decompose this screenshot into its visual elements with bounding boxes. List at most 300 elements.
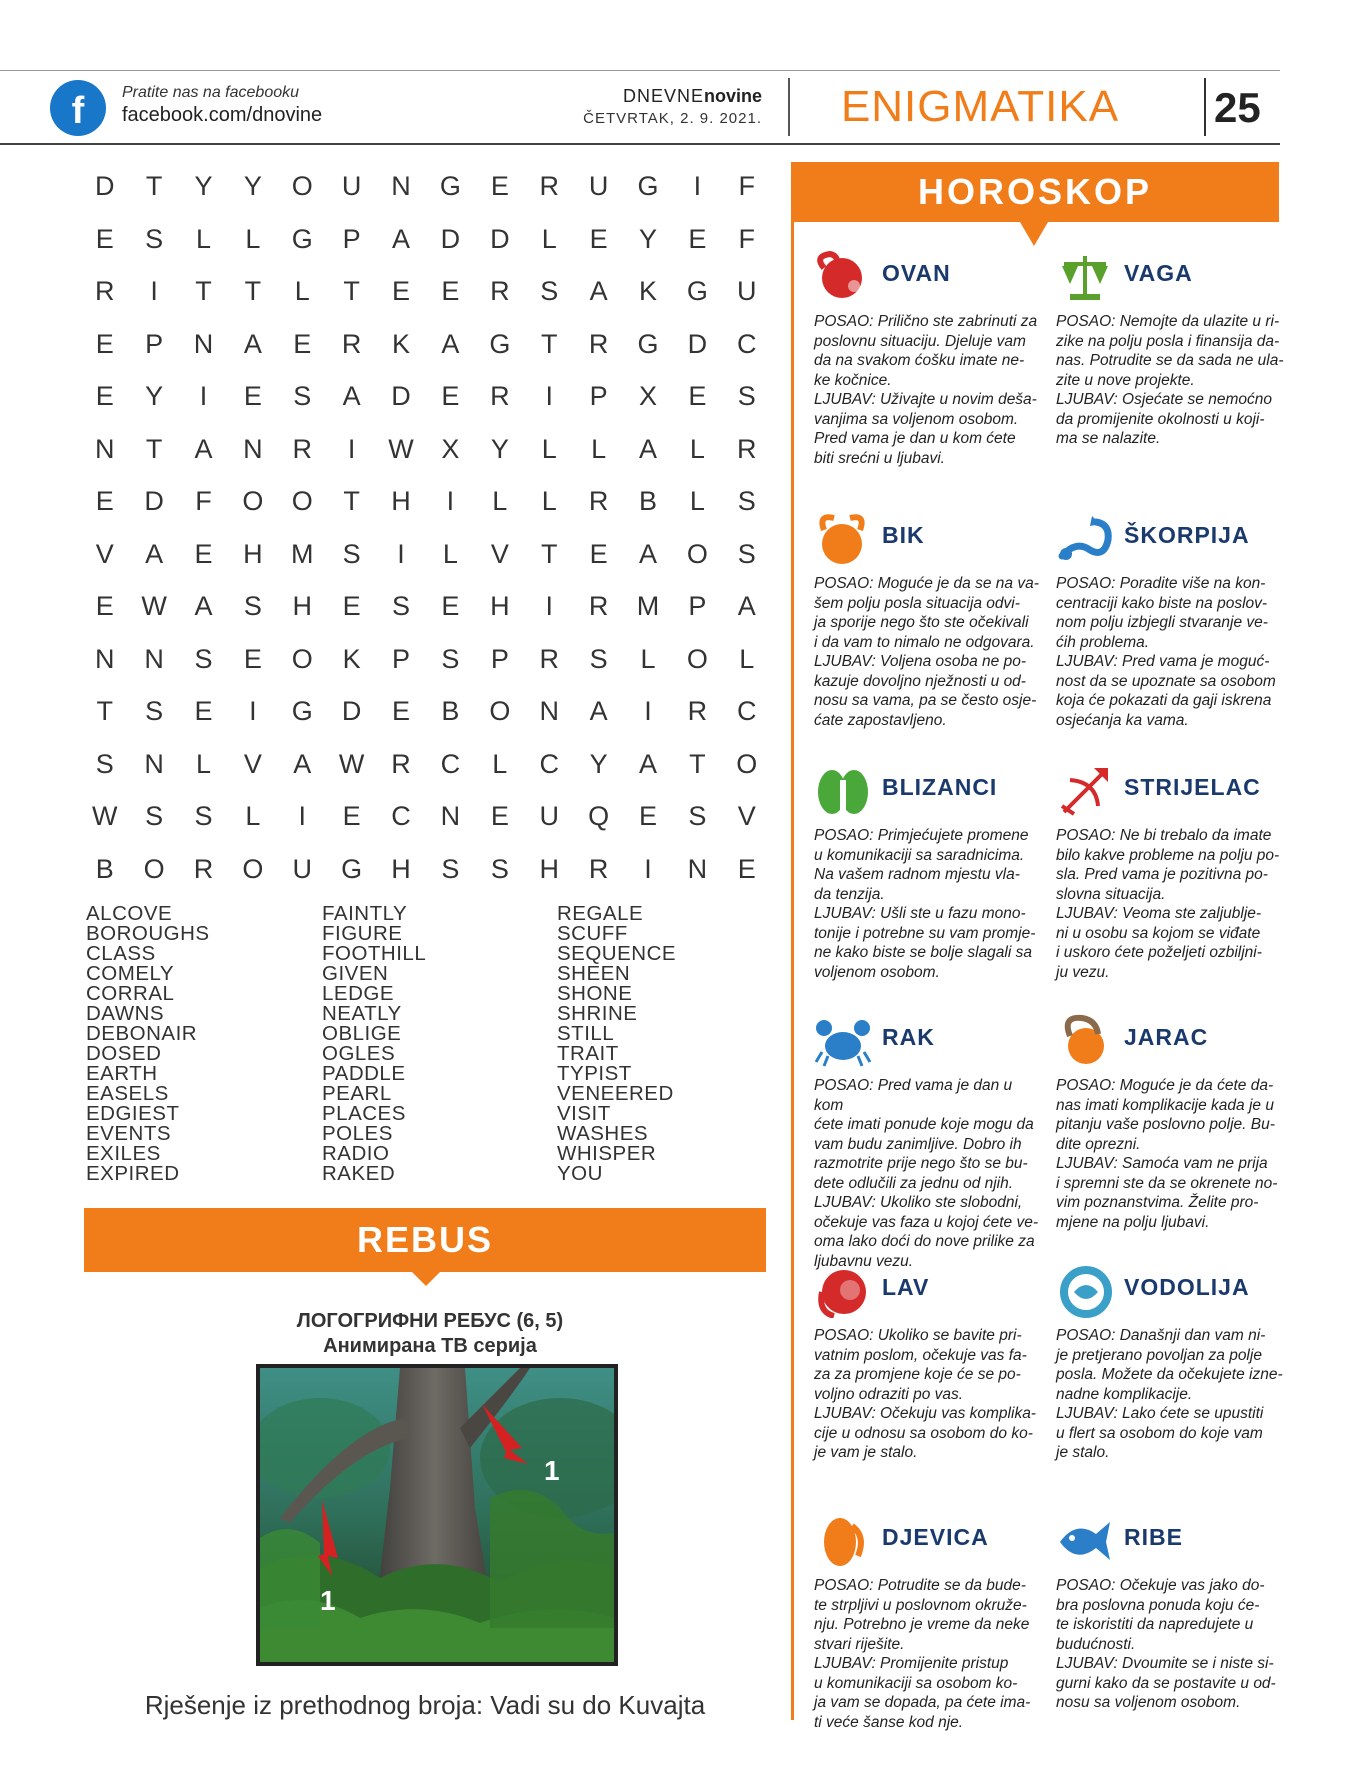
grid-letter: D	[94, 171, 115, 201]
grid-letter: G	[439, 171, 461, 201]
forecast-line: voljenom osobom.	[814, 963, 940, 981]
forecast-line: POSAO: Nemojte da ulazite u ri-	[1056, 313, 1280, 330]
grid-letter: G	[686, 276, 708, 306]
word-list-item: GIVEN	[322, 962, 389, 985]
forecast-line: nju. Potrebno je vreme da neke	[814, 1616, 1030, 1633]
grid-letter: I	[347, 433, 356, 464]
ovan-zodiac-icon	[814, 248, 872, 304]
forecast-line: pitanju vaše poslovno polje. Bu-	[1056, 1116, 1275, 1133]
sign-header	[814, 506, 1044, 570]
sign-name: LAV	[882, 1274, 930, 1300]
grid-letter: P	[589, 381, 608, 411]
grid-letter: X	[638, 381, 657, 411]
grid-letter: L	[541, 486, 557, 516]
grid-letter: S	[194, 643, 213, 674]
word-list-item: DEBONAIR	[86, 1022, 198, 1045]
grid-letter: H	[243, 538, 263, 569]
forecast-line: i da vam to nimalo ne odgovara.	[814, 633, 1035, 651]
forecast-line: ne kako biste se bolje slagali sa	[814, 944, 1032, 961]
grid-letter: R	[687, 696, 708, 726]
grid-letter: S	[243, 591, 262, 621]
sign-name: DJEVICA	[882, 1524, 989, 1550]
grid-letter: A	[392, 223, 411, 254]
grid-letter: D	[341, 696, 362, 726]
forecast-line: je pretjerano povoljan za polje	[1056, 1346, 1262, 1364]
grid-letter: P	[688, 591, 707, 621]
word-list-item: CORRAL	[86, 982, 175, 1005]
grid-letter: O	[489, 696, 511, 726]
grid-letter: T	[145, 171, 163, 201]
lav-zodiac-icon	[814, 1262, 872, 1318]
grid-letter: Y	[638, 223, 657, 254]
forecast-line: LJUBAV: Samoća vam ne prija	[1056, 1155, 1268, 1172]
horoscope-heading: HOROSKOP	[791, 162, 1279, 222]
grid-letter: V	[95, 538, 114, 569]
grid-letter: N	[144, 643, 164, 674]
forest-tree-illustration	[260, 1368, 614, 1662]
forecast-line: LJUBAV: Promijenite pristup	[814, 1655, 1009, 1672]
forecast-line: ćate zapostavljeno.	[814, 711, 947, 729]
word-list-item: LEDGE	[322, 982, 394, 1005]
word-list-item: POLES	[322, 1122, 393, 1145]
sign-forecast	[814, 312, 1044, 468]
sign-forecast	[814, 1326, 1044, 1463]
grid-letter: I	[644, 696, 652, 726]
grid-letter: S	[688, 801, 707, 831]
forecast-line: ja vam se dopada, pa ćete ima-	[814, 1694, 1031, 1711]
forecast-line: voljno odraziti po vas.	[814, 1385, 964, 1403]
grid-letter: F	[738, 171, 756, 201]
grid-letter: N	[144, 748, 164, 779]
header-divider	[1204, 78, 1206, 136]
forecast-line: sla. Pred vama je pozitivna po-	[1056, 866, 1268, 883]
grid-letter: E	[490, 801, 509, 831]
wordsearch-grid	[80, 160, 771, 895]
forecast-line: osjećanja ka vama.	[1056, 711, 1189, 729]
section-title: ENIGMATIKA	[840, 82, 1120, 131]
forecast-line: LJUBAV: Ukoliko ste slobodni,	[814, 1194, 1023, 1211]
horoscope-sign-djevica	[814, 1508, 1044, 1732]
grid-letter: O	[291, 171, 313, 201]
previous-solution: Rješenje iz prethodnog broja: Vadi su do Kuvajta	[144, 1690, 706, 1720]
word-list-item: VENEERED	[557, 1082, 674, 1105]
grid-letter: L	[640, 643, 656, 674]
sign-name: STRIJELAC	[1124, 774, 1261, 800]
forecast-line: ma se nalazite.	[1056, 430, 1161, 447]
word-list-item: DAWNS	[86, 1002, 165, 1025]
grid-letter: I	[693, 171, 702, 201]
sign-name: VODOLIJA	[1124, 1274, 1250, 1300]
grid-letter: R	[588, 591, 609, 621]
sign-forecast	[1056, 574, 1286, 730]
grid-letter: F	[195, 486, 212, 516]
sign-header	[1056, 506, 1286, 570]
grid-letter: M	[636, 591, 660, 621]
forecast-line: Na vašem radnom mjestu vla-	[814, 866, 1020, 883]
forecast-line: dete odlučili za jednu od njih.	[814, 1174, 1014, 1192]
grid-letter: B	[638, 486, 657, 516]
grid-letter: L	[245, 801, 261, 831]
word-list-item: TYPIST	[557, 1062, 632, 1085]
sign-header	[1056, 758, 1286, 822]
grid-letter: L	[689, 486, 705, 516]
forecast-line: nadne komplikacije.	[1056, 1385, 1193, 1403]
grid-letter: T	[244, 276, 262, 306]
bik-zodiac-icon	[814, 510, 872, 566]
grid-letter: C	[539, 748, 559, 779]
grid-letter: Y	[243, 171, 262, 201]
grid-letter: E	[392, 276, 411, 306]
forecast-line: zite u nove projekte.	[1056, 371, 1195, 389]
grid-letter: R	[490, 276, 510, 306]
grid-letter: L	[689, 433, 705, 464]
forecast-line: POSAO: Pred vama je dan u kom	[814, 1077, 1013, 1114]
sign-name: RAK	[882, 1024, 935, 1050]
word-list-item: EDGIEST	[86, 1102, 180, 1125]
grid-letter: D	[687, 328, 708, 359]
horoscope-sign-vodolija	[1056, 1258, 1286, 1463]
rak-zodiac-icon	[814, 1012, 872, 1068]
forecast-line: ćete imati ponude koje mogu da	[814, 1116, 1034, 1133]
grid-letter: G	[637, 328, 659, 359]
word-list-item: SHEEN	[557, 962, 631, 985]
grid-letter: L	[739, 643, 755, 674]
grid-letter: E	[95, 328, 114, 359]
grid-letter: F	[738, 223, 756, 254]
grid-letter: E	[688, 381, 707, 411]
grid-letter: E	[95, 591, 114, 621]
grid-letter: S	[293, 381, 312, 411]
sign-name: VAGA	[1124, 260, 1193, 286]
forecast-line: nas imati komplikacije kada je u	[1056, 1096, 1274, 1114]
grid-letter: K	[638, 276, 657, 306]
grid-letter: B	[441, 696, 460, 726]
header-top-rule	[0, 70, 1280, 71]
sign-header	[814, 1258, 1044, 1322]
grid-letter: E	[342, 591, 361, 621]
rebus-subtitle: Анимирана ТВ серија	[323, 1335, 537, 1357]
grid-letter: N	[193, 328, 214, 359]
forecast-line: biti srećni u ljubavi.	[814, 449, 945, 467]
grid-letter: W	[388, 433, 414, 464]
grid-letter: I	[545, 591, 553, 621]
grid-letter: L	[492, 748, 508, 779]
forecast-line: vatnim poslom, očekuje vas fa-	[814, 1346, 1027, 1364]
sign-forecast	[1056, 1576, 1286, 1713]
grid-letter: G	[341, 853, 363, 884]
grid-letter: D	[144, 486, 164, 516]
grid-letter: I	[397, 538, 405, 569]
grid-letter: O	[143, 853, 165, 884]
word-list-item: SHONE	[557, 982, 633, 1005]
sign-header	[814, 1008, 1044, 1072]
forecast-line: centraciji kako biste na poslov-	[1056, 594, 1268, 612]
grid-letter: T	[195, 276, 212, 306]
grid-letter: L	[195, 748, 211, 779]
grid-letter: A	[342, 381, 361, 411]
word-list-item: EARTH	[86, 1062, 158, 1085]
grid-letter: S	[95, 748, 114, 779]
horoscope-sign-bik	[814, 506, 1044, 730]
word-list-item: PADDLE	[322, 1062, 406, 1085]
grid-letter: R	[341, 328, 362, 359]
forecast-line: ćih problema.	[1056, 633, 1150, 651]
forecast-line: vanjima sa voljenom osobom.	[814, 410, 1019, 428]
grid-letter: S	[737, 381, 756, 411]
forecast-line: POSAO: Ukoliko se bavite pri-	[814, 1327, 1022, 1344]
facebook-icon[interactable]: f	[50, 80, 106, 136]
horoscope-side-rule	[791, 222, 794, 1720]
grid-letter: Y	[490, 433, 509, 464]
forecast-line: slovna situacija.	[1056, 885, 1166, 903]
forecast-line: je vam je stalo.	[814, 1444, 918, 1461]
forecast-line: te strpljivi u poslovnom okruže-	[814, 1596, 1027, 1614]
horoscope-sign-strijelac	[1056, 758, 1286, 982]
grid-letter: H	[490, 591, 510, 621]
facebook-follow-text: Pratite nas na facebooku	[122, 84, 300, 101]
forecast-line: LJUBAV: Osjećate se nemoćno	[1056, 391, 1272, 408]
word-list-item: FIGURE	[322, 922, 403, 945]
grid-letter: H	[292, 591, 312, 621]
forecast-line: nosu sa voljenom osobom.	[1056, 1694, 1241, 1711]
forecast-line: LJUBAV: Veoma ste zaljublje-	[1056, 905, 1262, 922]
sign-forecast	[814, 574, 1044, 730]
rebus-marker-top: 1	[544, 1455, 560, 1486]
grid-letter: N	[539, 696, 559, 726]
forecast-line: POSAO: Poradite više na kon-	[1056, 575, 1266, 592]
forecast-line: POSAO: Moguće je da se na va-	[814, 575, 1039, 592]
grid-letter: A	[441, 328, 460, 359]
word-list-item: PLACES	[322, 1102, 406, 1125]
grid-letter: U	[737, 276, 757, 306]
forecast-line: POSAO: Današnji dan vam ni-	[1056, 1327, 1266, 1344]
grid-letter: H	[391, 486, 411, 516]
horoscope-sign-lav	[814, 1258, 1044, 1463]
sign-header	[1056, 1508, 1286, 1572]
forecast-line: LJUBAV: Voljena osoba ne po-	[814, 653, 1026, 670]
word-list-item: COMELY	[86, 962, 175, 985]
grid-letter: L	[442, 538, 458, 569]
word-list-item: EVENTS	[86, 1122, 172, 1145]
grid-letter: D	[440, 223, 461, 254]
word-list-item: OBLIGE	[322, 1022, 402, 1045]
forecast-line: ljubavnu vezu.	[814, 1252, 914, 1270]
horoscope-sign-rak	[814, 1008, 1044, 1271]
forecast-line: mjene na polju ljubavi.	[1056, 1213, 1210, 1231]
forecast-line: u komunikaciji sa osobom ko-	[814, 1674, 1018, 1692]
word-list-item: VISIT	[557, 1102, 611, 1125]
horoscope-sign-jarac	[1056, 1008, 1286, 1232]
grid-letter: V	[490, 538, 509, 569]
grid-letter: E	[95, 223, 114, 254]
grid-letter: S	[342, 538, 361, 569]
word-list-item: FAINTLY	[322, 902, 408, 925]
forecast-line: LJUBAV: Lako ćete se upustiti	[1056, 1405, 1264, 1422]
forecast-line: koja će pokazati da gaji iskrena	[1056, 692, 1272, 709]
forecast-line: gurni kako da se postavite u od-	[1056, 1674, 1276, 1692]
grid-letter: S	[145, 696, 164, 726]
facebook-url[interactable]: facebook.com/dnovine	[122, 104, 323, 126]
grid-letter: T	[689, 748, 706, 779]
word-list-item: SHRINE	[557, 1002, 638, 1025]
forecast-line: POSAO: Prilično ste zabrinuti za	[814, 313, 1038, 330]
word-list-item: YOU	[557, 1162, 603, 1185]
grid-letter: I	[249, 696, 257, 726]
forecast-line: bilo kakve probleme na polju po-	[1056, 846, 1280, 864]
forecast-line: da tenzija.	[814, 885, 885, 903]
grid-letter: R	[588, 853, 609, 884]
forecast-line: bra poslovna ponuda koju će-	[1056, 1596, 1260, 1614]
forecast-line: dite oprezni.	[1056, 1135, 1141, 1153]
sign-name: ŠKORPIJA	[1124, 522, 1250, 548]
grid-letter: R	[588, 486, 609, 516]
forecast-line: kazuje dovoljno nježnosti u od-	[814, 672, 1026, 690]
horoscope-sign-vaga	[1056, 244, 1286, 449]
grid-letter: P	[342, 223, 361, 254]
sign-name: BIK	[882, 522, 925, 548]
grid-letter: A	[194, 433, 213, 464]
grid-letter: N	[391, 171, 411, 201]
grid-letter: P	[392, 643, 411, 674]
grid-letter: E	[441, 591, 460, 621]
grid-letter: W	[141, 591, 167, 621]
forecast-line: ti veće šanse kod nje.	[814, 1713, 964, 1731]
grid-letter: W	[91, 801, 118, 831]
forecast-line: nost da se upoznate sa osobom	[1056, 672, 1276, 690]
grid-letter: C	[737, 328, 757, 359]
word-list-item: REGALE	[557, 902, 644, 925]
word-list-column-1	[86, 904, 210, 1184]
grid-letter: S	[540, 276, 559, 306]
forecast-line: za za promjene koje će se po-	[814, 1366, 1021, 1383]
header-divider	[788, 78, 790, 136]
forecast-line: LJUBAV: Uživajte u novim deša-	[814, 391, 1037, 408]
sign-forecast	[1056, 1076, 1286, 1232]
sign-name: JARAC	[1124, 1024, 1209, 1050]
forecast-line: nom polju izbjegli stvaranje ve-	[1056, 614, 1268, 631]
grid-letter: L	[294, 276, 310, 306]
word-list-item: EASELS	[86, 1082, 169, 1105]
sign-name: RIBE	[1124, 1524, 1183, 1550]
grid-letter: A	[243, 328, 262, 359]
grid-letter: U	[341, 171, 362, 201]
grid-letter: S	[490, 853, 509, 884]
grid-letter: W	[338, 748, 365, 779]
forecast-line: oma lako doći do nove prilike za	[814, 1233, 1035, 1250]
grid-letter: T	[343, 486, 360, 516]
grid-letter: O	[242, 486, 264, 516]
forecast-line: vim poznanstvima. Želite pro-	[1056, 1194, 1259, 1211]
skorpija-zodiac-icon	[1056, 510, 1114, 566]
grid-letter: K	[342, 643, 361, 674]
horoscope-sign-skorpija	[1056, 506, 1286, 730]
grid-letter: S	[441, 643, 460, 674]
grid-letter: G	[291, 696, 313, 726]
forecast-line: POSAO: Moguće je da ćete da-	[1056, 1077, 1274, 1094]
forecast-line: zike na polju posla i finansija da-	[1056, 332, 1280, 350]
horoscope-heading-notch	[1020, 222, 1048, 246]
grid-letter: X	[441, 433, 460, 464]
grid-letter: E	[194, 538, 213, 569]
grid-letter: C	[440, 748, 461, 779]
grid-letter: E	[490, 171, 509, 201]
grid-letter: B	[95, 853, 114, 884]
grid-letter: A	[638, 433, 657, 464]
forecast-line: budućnosti.	[1056, 1635, 1136, 1653]
grid-letter: H	[391, 853, 411, 884]
word-list-item: STILL	[557, 1022, 615, 1045]
grid-letter: I	[199, 381, 208, 411]
grid-letter: I	[298, 801, 307, 831]
rebus-marker-bottom: 1	[320, 1585, 336, 1616]
forecast-line: te iskoristiti da napredujete u	[1056, 1616, 1254, 1633]
grid-letter: T	[540, 538, 558, 569]
grid-letter: N	[243, 433, 263, 464]
grid-letter: G	[489, 328, 511, 359]
grid-letter: D	[490, 223, 510, 254]
sign-header	[1056, 244, 1286, 308]
forecast-line: je stalo.	[1056, 1444, 1110, 1461]
grid-letter: G	[291, 223, 313, 254]
grid-letter: A	[589, 276, 608, 306]
grid-letter: R	[539, 171, 559, 201]
rebus-heading-notch	[412, 1272, 440, 1286]
forecast-line: vam budu zanimljive. Dobro ih	[814, 1135, 1022, 1153]
sign-forecast	[814, 826, 1044, 982]
grid-letter: C	[737, 696, 757, 726]
grid-letter: P	[490, 643, 509, 674]
grid-letter: S	[194, 801, 213, 831]
grid-letter: E	[95, 486, 114, 516]
word-list-item: FOOTHILL	[322, 942, 427, 965]
grid-letter: S	[737, 486, 756, 516]
rebus-forest-image	[256, 1364, 618, 1666]
word-list-item: SCUFF	[557, 922, 628, 945]
forecast-line: šem polju posla situacija odvi-	[814, 594, 1020, 612]
grid-letter: L	[541, 223, 557, 254]
page-number: 25	[1214, 84, 1261, 131]
grid-letter: S	[737, 538, 756, 569]
grid-letter: T	[145, 433, 163, 464]
word-list-item: EXPIRED	[86, 1162, 180, 1185]
word-list-item: RADIO	[322, 1142, 390, 1165]
grid-letter: Y	[145, 381, 164, 411]
grid-letter: I	[545, 381, 553, 411]
vaga-zodiac-icon	[1056, 248, 1114, 304]
forecast-line: da promijenite okolnosti u koji-	[1056, 410, 1265, 428]
grid-letter: R	[539, 643, 559, 674]
forecast-line: ju vezu.	[1056, 963, 1110, 981]
grid-letter: S	[441, 853, 460, 884]
grid-letter: U	[539, 801, 559, 831]
rebus-title: ЛОГОГРИФНИ РЕБУС (6, 5)	[296, 1310, 564, 1332]
sign-forecast	[1056, 826, 1286, 982]
grid-letter: A	[589, 696, 608, 726]
grid-letter: A	[638, 538, 657, 569]
forecast-line: da na svakom ćošku imate ne-	[814, 352, 1025, 369]
forecast-line: i uskoro ćete poželjeti ozbiljni-	[1056, 944, 1262, 961]
forecast-line: ja sporije nego što ste očekivali	[814, 614, 1029, 631]
forecast-line: poslovnu situaciju. Djeluje vam	[814, 332, 1026, 350]
header-bottom-rule	[0, 143, 1280, 145]
forecast-line: POSAO: Potrudite se da bude-	[814, 1577, 1026, 1594]
grid-letter: A	[145, 538, 164, 569]
grid-letter: T	[96, 696, 113, 726]
grid-letter: S	[589, 643, 608, 674]
grid-letter: L	[195, 223, 211, 254]
word-list-item: SEQUENCE	[557, 942, 677, 965]
forecast-line: cije u odnosu sa osobom do ko-	[814, 1424, 1033, 1442]
